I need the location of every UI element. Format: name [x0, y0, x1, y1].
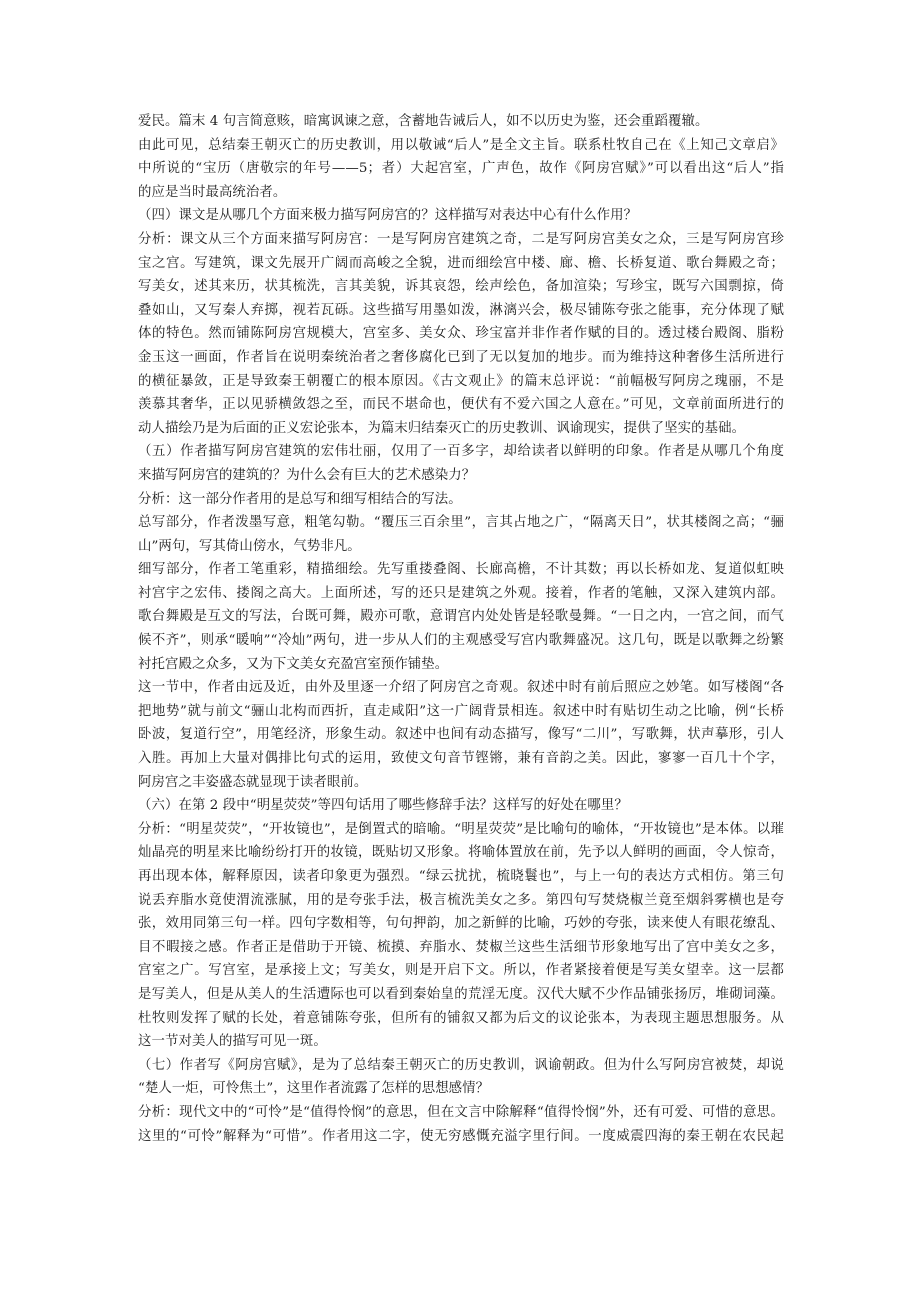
text-line: 中所说的“宝历（唐敬宗的年号——5；者）大起宫室，广声色，故作《阿房宫赋》”可以看出这“后人”指: [138, 161, 784, 177]
text-line: 卧波，复道行空”，用笔经济，形象生动。叙述中也间有动态描写，像写“二川”，写歌舞，状声摹形，引人: [138, 727, 784, 743]
text-line: 动人描绘乃是为后面的正义宏论张本，为篇末归结秦灭亡的历史教训、讽谕现实，提供了坚实的基础。: [138, 420, 746, 436]
text-line: “楚人一炬，可怜焦土”，这里作者流露了怎样的思想感情？: [138, 1081, 490, 1097]
text-line: 衬宫宇之宏伟、搂阁之高大。上面所述，写的还只是建筑之外观。接着，作者的笔触，又深入建筑内部。: [138, 585, 784, 601]
document-page: [138, 110, 784, 1148]
text-line: 细写部分，作者工笔重彩，精描细绘。先写重搂叠阁、长廊高檐，不计其数；再以长桥如龙、复道似虹映: [138, 562, 784, 578]
text-line: 说丢弃脂水竟使渭流涨腻，用的是夸张手法，极言梳洗美女之多。第四句写焚烧椒兰竟至烟斜雾横也是夸: [138, 892, 784, 908]
text-line: 杜牧则发挥了赋的长处，着意铺陈夸张，但所有的铺叙又都为后文的议论张本，为表现主题思想服务。从: [138, 1010, 784, 1026]
text-line: 由此可见，总结秦王朝灭亡的历史教训，用以敬诫“后人”是全文主旨。联系杜牧自己在《上知己文章启》: [138, 137, 784, 153]
text-line: 歌台舞殿是互文的写法，台既可舞，殿亦可歌，意谓宫内处处皆是轻歌曼舞。“一日之内，一宫之间，而气: [138, 609, 784, 625]
text-line: 写美女，述其来历，状其梳洗，言其美貌，诉其哀怨，绘声绘色，备加渲染；写珍宝，既写六国剽掠，倚: [138, 279, 784, 295]
text-line: 衬托宫殿之众多，又为下文美女充盈宫室预作铺垫。: [138, 656, 449, 672]
text-line: 山”两句，写其倚山傍水，气势非凡。: [138, 538, 361, 554]
text-line: 羡慕其奢华，正以见骄横敛怨之至，而民不堪命也，便伏有不爱六国之人意在。”可见，文章前面所进行的: [138, 397, 784, 413]
text-line: 体的特色。然而铺陈阿房宫规模大，宫室多、美女众、珍宝富并非作者作赋的目的。透过楼台殿阁、脂粉: [138, 326, 784, 342]
text-line: （六）在第 2 段中“明星荧荧”等四句话用了哪些修辞手法？这样写的好处在哪里？: [138, 798, 628, 814]
text-line: 爱民。篇末 4 句言简意赅，暗寓讽谏之意，含蓄地告诫后人，如不以历史为鉴，还会重蹈覆辙。: [138, 114, 709, 129]
text-line: 是写美人，但是从美人的生活遭际也可以看到秦始皇的荒淫无度。汉代大赋不少作品铺张扬厉，堆砌词藻。: [138, 986, 784, 1002]
text-line: 叠如山，又写秦人弃掷，视若瓦砾。这些描写用墨如泼，淋漓兴会，极尽铺陈夸张之能事，充分体现了赋: [138, 302, 784, 318]
text-line: 总写部分，作者泼墨写意，粗笔勾勒。“覆压三百余里”，言其占地之广，“隔离天日”，状其楼阁之高；“骊: [138, 515, 784, 531]
text-line: 分析：“明星荧荧”，“开妆镜也”，是倒置式的暗喻。“明星荧荧”是比喻句的喻体，“开妆镜也”是本体。以璀: [138, 821, 784, 837]
text-line: 候不齐”，则承“暖响”“冷灿”两句，进一步从人们的主观感受写宫内歌舞盛况。这几句，既是以歌舞之纷繁: [138, 633, 784, 649]
text-line: 的横征暴敛，正是导致秦王朝覆亡的根本原因。《古文观止》的篇末总评说：“前幅极写阿房之瑰丽，不是: [138, 373, 784, 389]
text-line: 阿房宫之丰姿盛态就显现于读者眼前。: [138, 774, 368, 790]
text-line: 分析：这一部分作者用的是总写和细写相结合的写法。: [138, 491, 462, 507]
text-line: （七）作者写《阿房宫赋》，是为了总结秦王朝灭亡的历史教训，讽谕朝政。但为什么写阿房宫被焚，却说: [138, 1057, 784, 1073]
text-line: 宫室之广。写宫室，是承接上文；写美女，则是开启下文。所以，作者紧接着便是写美女望幸。这一层都: [138, 963, 784, 979]
text-line: 把地势”就与前文“骊山北构而西折，直走咸阳”这一广阔背景相连。叙述中时有贴切生动之比喻，例“长桥: [138, 703, 784, 719]
text-line: 目不暇接之感。作者正是借助于开镜、梳摸、弃脂水、焚椒兰这些生活细节形象地写出了宫中美女之多，: [138, 939, 784, 955]
text-line: 这里的“可怜”解释为“可惜”。作者用这二字，使无穷感慨充溢字里行间。一度威震四海的秦王朝在农民起: [138, 1128, 784, 1144]
text-line: 再出现本体，解释原因，读者印象更为强烈。“绿云扰扰，梳晓鬟也”，与上一句的表达方式相仿。第三句: [138, 869, 784, 884]
text-line: 的应是当时最高统治者。: [138, 184, 287, 200]
text-line: 入胜。再加上大量对偶排比句式的运用，致使文句音节铿锵，兼有音韵之美。因此，寥寥一百几十个字，: [138, 751, 784, 767]
text-line: 宝之宫。写建筑，课文先展开广阔而高峻之全貌，进而细绘宫中楼、廊、檐、长桥复道、歌台舞殿之奇；: [138, 255, 784, 271]
text-line: （五）作者描写阿房宫建筑的宏伟壮丽，仅用了一百多字，却给读者以鲜明的印象。作者是从哪几个角度: [138, 444, 784, 460]
text-line: 灿晶亮的明星来比喻纷纷打开的妆镜，既贴切又形象。将喻体置放在前，先予以人鲜明的画面，令人惊奇，: [138, 845, 784, 861]
text-line: 分析：课文从三个方面来描写阿房宫：一是写阿房宫建筑之奇，二是写阿房宫美女之众，三是写阿房宫珍: [138, 231, 784, 247]
text-line: 金玉这一画面，作者旨在说明秦统治者之奢侈腐化已到了无以复加的地步。而为维持这种奢侈生活所进行: [138, 349, 784, 365]
text-line: 这一节中，作者由远及近，由外及里逐一介绍了阿房宫之奇观。叙述中时有前后照应之妙笔。如写楼阁“各: [138, 680, 784, 696]
text-line: （四）课文是从哪几个方面来极力描写阿房宫的？这样描写对表达中心有什么作用？: [138, 208, 638, 224]
text-line: 分析：现代文中的“可怜”是“值得怜悯”的意思，但在文言中除解释“值得怜悯”外，还有可爱、可惜的意思。: [138, 1104, 784, 1120]
text-line: 来描写阿房宫的建筑的？为什么会有巨大的艺术感染力？: [138, 467, 476, 483]
text-line: 张，效用同第三句一样。四句字数相等，句句押韵，加之新鲜的比喻，巧妙的夸张，读来使人有眼花缭乱、: [138, 916, 784, 932]
text-line: 这一节对美人的描写可见一斑。: [138, 1034, 327, 1050]
